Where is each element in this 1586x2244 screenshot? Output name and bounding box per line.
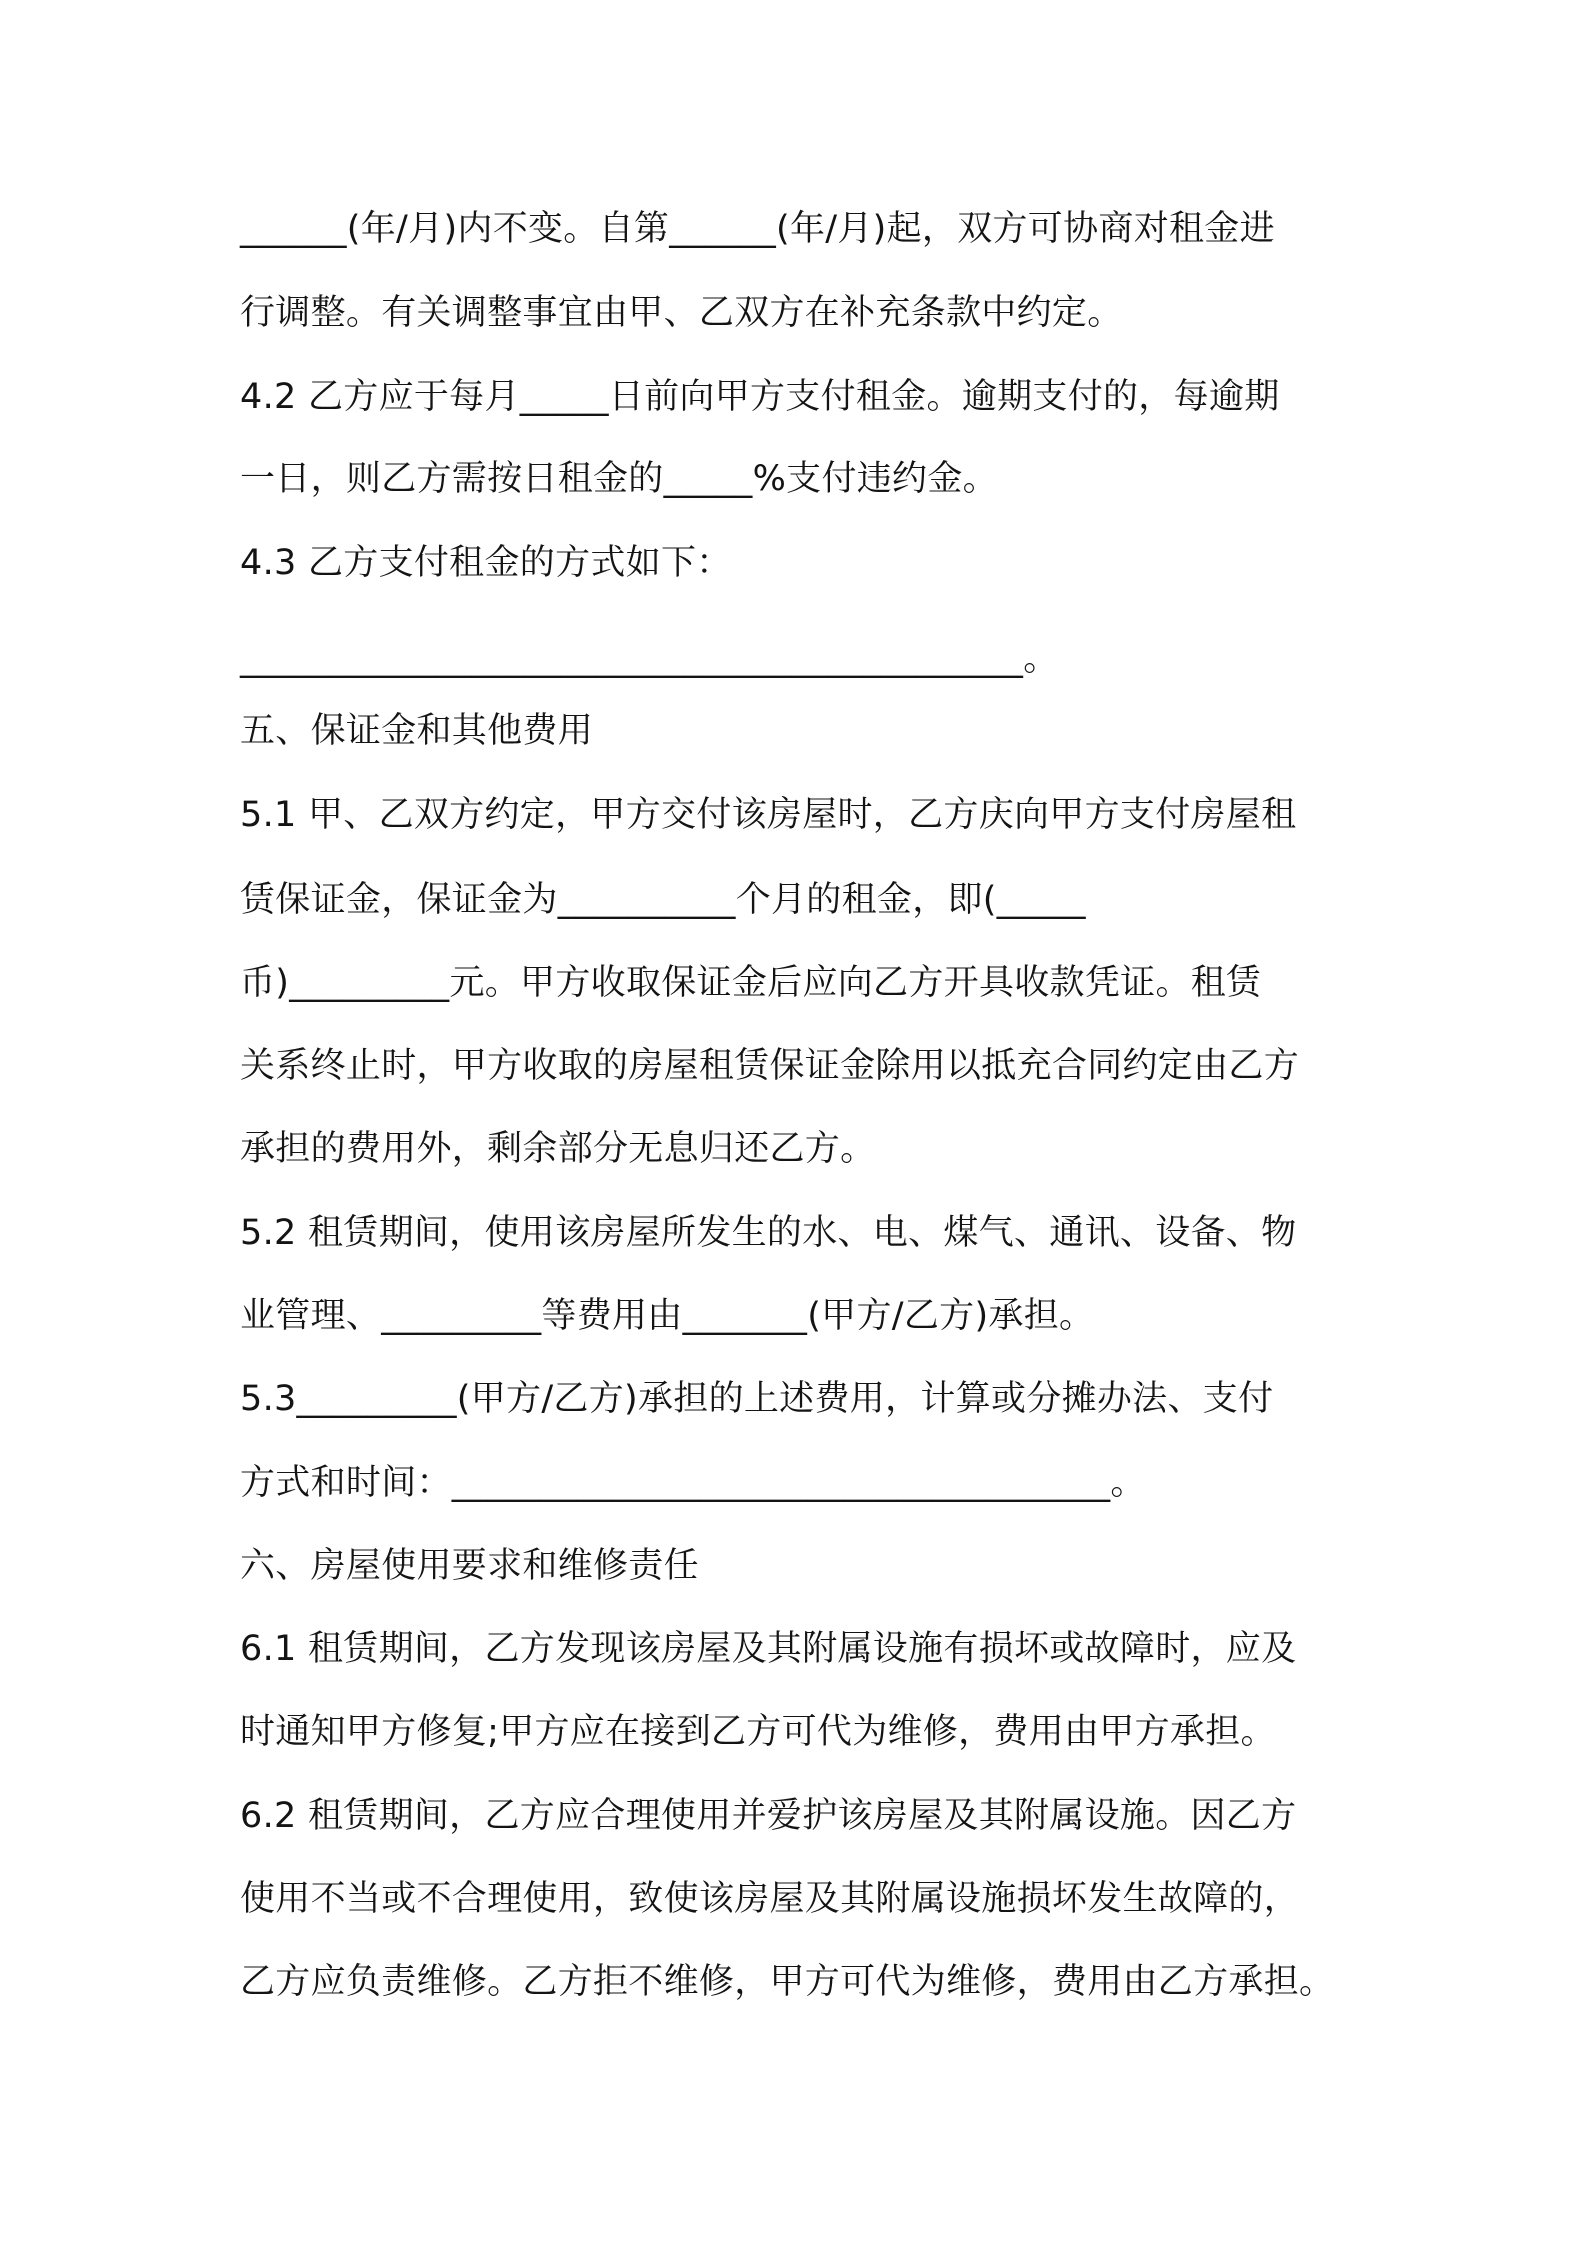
text-line: 乙方应负责维修。乙方拒不维修，甲方可代为维修，费用由乙方承担。 [240, 1962, 1335, 2002]
text-line: 承担的费用外，剩余部分无息归还乙方。 [240, 1129, 876, 1169]
text-line: 6.1 租赁期间，乙方发现该房屋及其附属设施有损坏或故障时，应及 [240, 1629, 1297, 1669]
text-line: 时通知甲方修复;甲方应在接到乙方可代为维修，费用由甲方承担。 [240, 1712, 1276, 1752]
text-line: 5.1 甲、乙双方约定，甲方交付该房屋时，乙方庆向甲方支付房屋租 [240, 795, 1297, 835]
text-line: 一日，则乙方需按日租金的_____%支付违约金。 [240, 459, 998, 499]
blank-fill-line: ____________________________________________。 [240, 639, 1059, 679]
text-line: 6.2 租赁期间，乙方应合理使用并爱护该房屋及其附属设施。因乙方 [240, 1796, 1297, 1836]
text-line: 行调整。有关调整事宜由甲、乙双方在补充条款中约定。 [240, 293, 1123, 333]
section-label: 4.3 乙方支付租金的方式如下： [240, 543, 732, 583]
text-line: 5.2 租赁期间，使用该房屋所发生的水、电、煤气、通讯、设备、物 [240, 1213, 1297, 1253]
text-line: 方式和时间：_____________________________________。 [240, 1463, 1146, 1503]
text-line: 使用不当或不合理使用，致使该房屋及其附属设施损坏发生故障的， [240, 1879, 1300, 1919]
section-heading: 五、保证金和其他费用 [240, 711, 594, 751]
text-line: 赁保证金，保证金为__________个月的租金，即(_____ [240, 880, 1086, 920]
text-line: ______(年/月)内不变。自第______(年/月)起，双方可协商对租金进 [240, 209, 1275, 249]
text-line: 业管理、_________等费用由_______(甲方/乙方)承担。 [240, 1296, 1095, 1336]
section-heading: 六、房屋使用要求和维修责任 [240, 1546, 699, 1586]
text-line: 4.2 乙方应于每月_____日前向甲方支付租金。逾期支付的，每逾期 [240, 377, 1280, 417]
text-line: 币)_________元。甲方收取保证金后应向乙方开具收款凭证。租赁 [240, 963, 1262, 1003]
text-line: 5.3_________(甲方/乙方)承担的上述费用，计算或分摊办法、支付 [240, 1379, 1274, 1419]
text-line: 关系终止时，甲方收取的房屋租赁保证金除用以抵充合同约定由乙方 [240, 1046, 1300, 1086]
